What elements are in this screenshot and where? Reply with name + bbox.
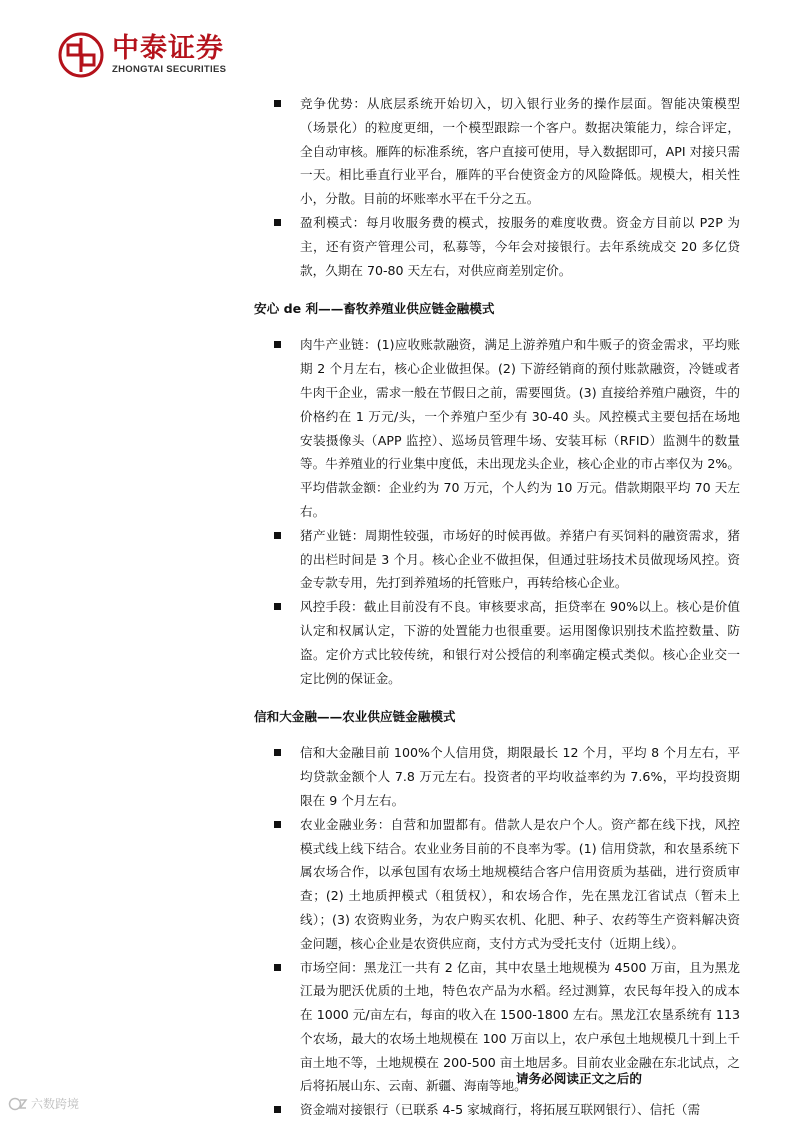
bullet-paragraph: 竞争优势：从底层系统开始切入，切入银行业务的操作层面。智能决策模型（场景化）的粒度更细，一个模型跟踪一个客户。数据决策能力，综合评定，全自动审核。雁阵的标准系统，客户直接可使用，导入数据即可，API 对接只需一天。相比垂直行业平台，雁阵的平台使资金方的风险降低。规模大，相关性小，分散。目前的坏账率水平在千分之五。 (254, 92, 740, 211)
bullet-square-icon (274, 1106, 281, 1113)
footer-disclaimer: 请务必阅读正文之后的 (516, 1071, 642, 1086)
bullet-paragraph: 风控手段：截止目前没有不良。审核要求高，拒贷率在 90%以上。核心是价值认定和权属认定，下游的处置能力也很重要。运用图像识别技术监控数量、防盗。定价方式比较传统，和银行对公授信的利率确定模式类似。核心企业交一定比例的保证金。 (254, 595, 740, 690)
company-name-cn: 中泰证券 (112, 33, 224, 64)
bullet-square-icon (274, 603, 281, 610)
bullet-paragraph: 资金端对接银行（已联系 4-5 家城商行，将拓展互联网银行）、信托（需 (254, 1098, 740, 1122)
bullet-paragraph: 盈利模式：每月收服务费的模式，按服务的难度收费。资金方目前以 P2P 为主，还有资产管理公司，私募等，今年会对接银行。去年系统成交 20 多亿贷款，久期在 70-80 天左右，对供应商差别定价。 (254, 211, 740, 282)
watermark-logo-icon (8, 1097, 28, 1111)
company-header (58, 30, 226, 80)
bullet-square-icon (274, 219, 281, 226)
watermark (8, 1095, 79, 1112)
bullet-paragraph: 肉牛产业链：(1)应收账款融资，满足上游养殖户和牛贩子的资金需求，平均账期 2 个月左右，核心企业做担保。(2) 下游经销商的预付账款融资，冷链或者牛肉干企业，需求一般在节假日之前，需要囤货。(3) 直接给养殖户融资，牛的价格约在 1 万元/头，一个养殖户至少有 30-40 头。风控模式主要包括在场地安装摄像头（APP 监控）、巡场员管理牛场、安装耳标（RFID）监测牛的数量等。牛养殖业的行业集中度低，未出现龙头企业，核心企业的市占率仅为 2%。平均借款金额：企业约为 70 万元，个人约为 10 万元。借款期限平均 70 天左右。 (254, 333, 740, 523)
bullet-square-icon (274, 749, 281, 756)
bullet-paragraph: 信和大金融目前 100%个人信用贷，期限最长 12 个月，平均 8 个月左右，平均贷款金额个人 7.8 万元左右。投资者的平均收益率约为 7.6%，平均投资期限在 9 个月左右。 (254, 741, 740, 812)
bullet-square-icon (274, 341, 281, 348)
watermark-text: 六数跨境 (31, 1097, 80, 1111)
company-name-en: ZHONGTAI SECURITIES (112, 64, 227, 75)
bullet-paragraph: 猪产业链：周期性较强，市场好的时候再做。养猪户有买饲料的融资需求，猪的出栏时间是 3 个月。核心企业不做担保，但通过驻场技术员做现场风控。资金专款专用，先打到养殖场的托管账户，再转给核心企业。 (254, 524, 740, 595)
bullet-paragraph: 市场空间：黑龙江一共有 2 亿亩，其中农垦土地规模为 4500 万亩，且为黑龙江最为肥沃优质的土地，特色农产品为水稻。经过测算，农民每年投入的成本在 1000 元/亩左右，每亩的收入在 1500-1800 左右。黑龙江农垦系统有 113 个农场，最大的农场土地规模在 100 万亩以上，农户承包土地规模几十到上千亩土地不等，土地规模在 200-500 亩土地居多。目前农业金融在东北试点，之后将拓展山东、云南、新疆、海南等地。 (254, 956, 740, 1099)
section-title: 信和大金融——农业供应链金融模式 (254, 709, 456, 725)
section-title: 安心 de 利——畜牧养殖业供应链金融模式 (254, 301, 495, 317)
bullet-square-icon (274, 964, 281, 971)
bullet-square-icon (274, 100, 281, 107)
bullet-square-icon (274, 532, 281, 539)
bullet-paragraph: 农业金融业务：自营和加盟都有。借款人是农户个人。资产都在线下找，风控模式线上线下结合。农业业务目前的不良率为零。(1) 信用贷款，和农垦系统下属农场合作，以承包国有农场土地规模结合客户信用资质为基础，进行资质审查；(2) 土地质押模式（租赁权），和农场合作，先在黑龙江省试点（暂未上线）；(3) 农资购业务，为农户购买农机、化肥、种子、农药等生产资料解决资金问题，核心企业是农资供应商，支付方式为受托支付（近期上线）。 (254, 813, 740, 956)
document-body (254, 92, 740, 1122)
bullet-square-icon (274, 821, 281, 828)
zhongtai-logo-icon (58, 32, 104, 78)
